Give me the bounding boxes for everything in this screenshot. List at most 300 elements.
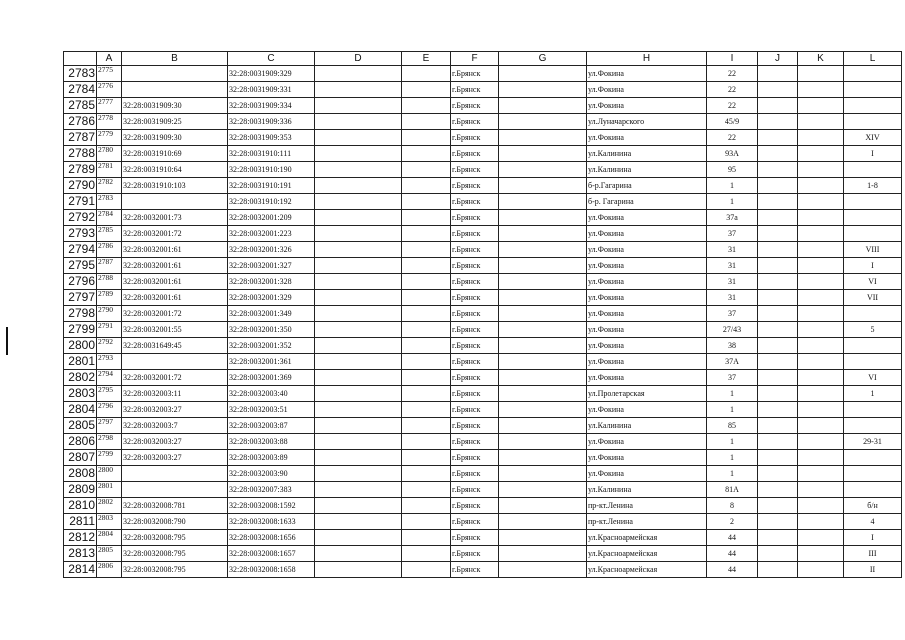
cell-b[interactable]: 32:28:0032001:61 [122,258,228,274]
cell-b[interactable]: 32:28:0031910:64 [122,162,228,178]
cell-e[interactable] [402,386,451,402]
cell-g[interactable] [499,194,587,210]
cell-b[interactable]: 32:28:0032008:795 [122,562,228,578]
cell-d[interactable] [315,146,402,162]
row-number[interactable]: 2786 [64,114,97,130]
cell-a[interactable]: 2786 [97,242,122,258]
cell-b[interactable]: 32:28:0031909:30 [122,98,228,114]
cell-l[interactable] [844,82,902,98]
cell-i[interactable]: 81А [707,482,758,498]
cell-c[interactable]: 32:28:0032001:327 [228,258,315,274]
cell-d[interactable] [315,546,402,562]
cell-l[interactable]: II [844,562,902,578]
cell-l[interactable]: 4 [844,514,902,530]
cell-a[interactable]: 2785 [97,226,122,242]
row-number[interactable]: 2800 [64,338,97,354]
cell-c[interactable]: 32:28:0032008:1592 [228,498,315,514]
row-number[interactable]: 2792 [64,210,97,226]
cell-k[interactable] [798,130,844,146]
cell-k[interactable] [798,418,844,434]
cell-l[interactable]: I [844,530,902,546]
cell-j[interactable] [758,194,798,210]
cell-c[interactable]: 32:28:0032001:349 [228,306,315,322]
cell-d[interactable] [315,306,402,322]
row-number[interactable]: 2811 [64,514,97,530]
cell-e[interactable] [402,498,451,514]
cell-c[interactable]: 32:28:0032001:209 [228,210,315,226]
cell-d[interactable] [315,530,402,546]
cell-e[interactable] [402,482,451,498]
column-header-l[interactable]: L [844,52,902,66]
cell-b[interactable]: 32:28:0031909:30 [122,130,228,146]
cell-e[interactable] [402,210,451,226]
cell-j[interactable] [758,258,798,274]
cell-i[interactable]: 1 [707,466,758,482]
cell-k[interactable] [798,194,844,210]
cell-f[interactable]: г.Брянск [451,370,499,386]
cell-a[interactable]: 2790 [97,306,122,322]
cell-i[interactable]: 93А [707,146,758,162]
cell-g[interactable] [499,418,587,434]
cell-h[interactable]: ул.Фокина [587,274,707,290]
cell-f[interactable]: г.Брянск [451,98,499,114]
cell-f[interactable]: г.Брянск [451,258,499,274]
cell-c[interactable]: 32:28:0032008:1656 [228,530,315,546]
cell-a[interactable]: 2799 [97,450,122,466]
cell-l[interactable]: 1-8 [844,178,902,194]
cell-c[interactable]: 32:28:0031910:111 [228,146,315,162]
cell-i[interactable]: 1 [707,386,758,402]
cell-a[interactable]: 2782 [97,178,122,194]
cell-a[interactable]: 2788 [97,274,122,290]
cell-c[interactable]: 32:28:0031909:331 [228,82,315,98]
cell-g[interactable] [499,530,587,546]
cell-d[interactable] [315,562,402,578]
cell-g[interactable] [499,434,587,450]
cell-e[interactable] [402,114,451,130]
cell-b[interactable]: 32:28:0031909:25 [122,114,228,130]
row-number[interactable]: 2799 [64,322,97,338]
cell-e[interactable] [402,274,451,290]
cell-h[interactable]: ул.Калинина [587,146,707,162]
cell-c[interactable]: 32:28:0032003:89 [228,450,315,466]
cell-j[interactable] [758,98,798,114]
cell-h[interactable]: б-р.Гагарина [587,178,707,194]
cell-d[interactable] [315,386,402,402]
cell-e[interactable] [402,466,451,482]
cell-h[interactable]: ул.Калинина [587,418,707,434]
row-number[interactable]: 2806 [64,434,97,450]
cell-b[interactable]: 32:28:0032008:795 [122,546,228,562]
column-header-f[interactable]: F [451,52,499,66]
cell-l[interactable]: VIII [844,242,902,258]
cell-g[interactable] [499,450,587,466]
cell-f[interactable]: г.Брянск [451,146,499,162]
cell-l[interactable] [844,402,902,418]
cell-e[interactable] [402,66,451,82]
cell-a[interactable]: 2795 [97,386,122,402]
cell-i[interactable]: 31 [707,258,758,274]
cell-g[interactable] [499,226,587,242]
cell-l[interactable] [844,98,902,114]
cell-b[interactable] [122,82,228,98]
cell-k[interactable] [798,226,844,242]
cell-i[interactable]: 31 [707,290,758,306]
column-header-j[interactable]: J [758,52,798,66]
cell-i[interactable]: 22 [707,82,758,98]
cell-k[interactable] [798,498,844,514]
cell-f[interactable]: г.Брянск [451,130,499,146]
cell-j[interactable] [758,162,798,178]
cell-d[interactable] [315,226,402,242]
cell-d[interactable] [315,114,402,130]
cell-f[interactable]: г.Брянск [451,194,499,210]
cell-h[interactable]: ул.Фокина [587,402,707,418]
cell-c[interactable]: 32:28:0032007:383 [228,482,315,498]
cell-d[interactable] [315,338,402,354]
cell-f[interactable]: г.Брянск [451,402,499,418]
cell-k[interactable] [798,562,844,578]
cell-i[interactable]: 37 [707,226,758,242]
cell-b[interactable]: 32:28:0032008:781 [122,498,228,514]
cell-h[interactable]: пр-кт.Ленина [587,498,707,514]
cell-d[interactable] [315,98,402,114]
cell-k[interactable] [798,98,844,114]
cell-d[interactable] [315,162,402,178]
cell-e[interactable] [402,514,451,530]
cell-a[interactable]: 2779 [97,130,122,146]
cell-k[interactable] [798,258,844,274]
cell-d[interactable] [315,290,402,306]
cell-i[interactable]: 31 [707,242,758,258]
row-number[interactable]: 2783 [64,66,97,82]
cell-l[interactable]: I [844,146,902,162]
cell-i[interactable]: 1 [707,194,758,210]
cell-e[interactable] [402,450,451,466]
cell-a[interactable]: 2778 [97,114,122,130]
cell-h[interactable]: ул.Луначарского [587,114,707,130]
cell-f[interactable]: г.Брянск [451,530,499,546]
cell-k[interactable] [798,386,844,402]
column-header-a[interactable]: A [97,52,122,66]
cell-d[interactable] [315,258,402,274]
cell-j[interactable] [758,210,798,226]
cell-e[interactable] [402,370,451,386]
cell-c[interactable]: 32:28:0031909:329 [228,66,315,82]
cell-j[interactable] [758,66,798,82]
cell-j[interactable] [758,178,798,194]
cell-i[interactable]: 38 [707,338,758,354]
cell-g[interactable] [499,562,587,578]
cell-i[interactable]: 37а [707,210,758,226]
cell-c[interactable]: 32:28:0032003:40 [228,386,315,402]
cell-i[interactable]: 1 [707,402,758,418]
column-header-h[interactable]: H [587,52,707,66]
cell-a[interactable]: 2794 [97,370,122,386]
cell-g[interactable] [499,546,587,562]
cell-d[interactable] [315,450,402,466]
cell-l[interactable] [844,306,902,322]
cell-i[interactable]: 44 [707,562,758,578]
cell-j[interactable] [758,402,798,418]
cell-d[interactable] [315,210,402,226]
cell-f[interactable]: г.Брянск [451,562,499,578]
cell-e[interactable] [402,242,451,258]
cell-f[interactable]: г.Брянск [451,210,499,226]
cell-f[interactable]: г.Брянск [451,66,499,82]
cell-j[interactable] [758,146,798,162]
cell-g[interactable] [499,498,587,514]
cell-a[interactable]: 2805 [97,546,122,562]
cell-e[interactable] [402,146,451,162]
cell-c[interactable]: 32:28:0032003:90 [228,466,315,482]
cell-j[interactable] [758,530,798,546]
cell-i[interactable]: 1 [707,450,758,466]
cell-f[interactable]: г.Брянск [451,162,499,178]
cell-e[interactable] [402,98,451,114]
cell-g[interactable] [499,98,587,114]
cell-c[interactable]: 32:28:0031909:353 [228,130,315,146]
cell-a[interactable]: 2784 [97,210,122,226]
row-number[interactable]: 2804 [64,402,97,418]
cell-e[interactable] [402,338,451,354]
cell-g[interactable] [499,258,587,274]
cell-d[interactable] [315,194,402,210]
row-number[interactable]: 2797 [64,290,97,306]
cell-h[interactable]: ул.Фокина [587,450,707,466]
cell-g[interactable] [499,402,587,418]
cell-c[interactable]: 32:28:0032001:329 [228,290,315,306]
cell-e[interactable] [402,306,451,322]
cell-h[interactable]: ул.Фокина [587,322,707,338]
cell-c[interactable]: 32:28:0032008:1658 [228,562,315,578]
cell-a[interactable]: 2802 [97,498,122,514]
cell-g[interactable] [499,322,587,338]
cell-e[interactable] [402,546,451,562]
cell-b[interactable]: 32:28:0032003:27 [122,402,228,418]
column-header-d[interactable]: D [315,52,402,66]
cell-g[interactable] [499,130,587,146]
cell-h[interactable]: ул.Фокина [587,290,707,306]
cell-h[interactable]: ул.Фокина [587,226,707,242]
cell-b[interactable]: 32:28:0032003:11 [122,386,228,402]
row-number[interactable]: 2795 [64,258,97,274]
cell-h[interactable]: ул.Красноармейская [587,530,707,546]
cell-f[interactable]: г.Брянск [451,354,499,370]
cell-b[interactable]: 32:28:0032003:7 [122,418,228,434]
cell-k[interactable] [798,482,844,498]
cell-d[interactable] [315,402,402,418]
row-number[interactable]: 2810 [64,498,97,514]
cell-j[interactable] [758,338,798,354]
row-number[interactable]: 2803 [64,386,97,402]
cell-h[interactable]: ул.Фокина [587,130,707,146]
cell-l[interactable]: 5 [844,322,902,338]
cell-f[interactable]: г.Брянск [451,386,499,402]
cell-d[interactable] [315,418,402,434]
cell-e[interactable] [402,418,451,434]
cell-h[interactable]: ул.Фокина [587,466,707,482]
cell-l[interactable] [844,194,902,210]
cell-c[interactable]: 32:28:0031910:191 [228,178,315,194]
cell-f[interactable]: г.Брянск [451,114,499,130]
cell-e[interactable] [402,178,451,194]
cell-k[interactable] [798,434,844,450]
row-number[interactable]: 2808 [64,466,97,482]
cell-g[interactable] [499,114,587,130]
cell-k[interactable] [798,370,844,386]
cell-g[interactable] [499,210,587,226]
cell-l[interactable] [844,66,902,82]
row-number[interactable]: 2796 [64,274,97,290]
cell-i[interactable]: 22 [707,98,758,114]
cell-i[interactable]: 27/43 [707,322,758,338]
cell-f[interactable]: г.Брянск [451,178,499,194]
cell-k[interactable] [798,466,844,482]
cell-b[interactable]: 32:28:0032003:27 [122,450,228,466]
cell-f[interactable]: г.Брянск [451,434,499,450]
cell-g[interactable] [499,274,587,290]
cell-a[interactable]: 2797 [97,418,122,434]
cell-c[interactable]: 32:28:0032001:361 [228,354,315,370]
column-header-i[interactable]: I [707,52,758,66]
cell-b[interactable]: 32:28:0032001:61 [122,290,228,306]
row-number[interactable]: 2802 [64,370,97,386]
cell-e[interactable] [402,258,451,274]
cell-l[interactable]: VI [844,274,902,290]
cell-b[interactable]: 32:28:0032001:72 [122,306,228,322]
cell-k[interactable] [798,66,844,82]
cell-j[interactable] [758,114,798,130]
cell-k[interactable] [798,290,844,306]
cell-g[interactable] [499,82,587,98]
cell-g[interactable] [499,466,587,482]
cell-l[interactable] [844,418,902,434]
cell-i[interactable]: 44 [707,546,758,562]
cell-a[interactable]: 2804 [97,530,122,546]
cell-j[interactable] [758,354,798,370]
cell-i[interactable]: 37 [707,306,758,322]
cell-h[interactable]: ул.Фокина [587,434,707,450]
cell-c[interactable]: 32:28:0032003:51 [228,402,315,418]
row-number[interactable]: 2812 [64,530,97,546]
cell-l[interactable] [844,338,902,354]
cell-d[interactable] [315,130,402,146]
cell-h[interactable]: ул.Фокина [587,82,707,98]
cell-a[interactable]: 2798 [97,434,122,450]
cell-a[interactable]: 2776 [97,82,122,98]
cell-h[interactable]: ул.Фокина [587,66,707,82]
cell-a[interactable]: 2783 [97,194,122,210]
row-number[interactable]: 2793 [64,226,97,242]
cell-e[interactable] [402,290,451,306]
cell-j[interactable] [758,482,798,498]
cell-c[interactable]: 32:28:0032003:87 [228,418,315,434]
cell-l[interactable]: VI [844,370,902,386]
cell-i[interactable]: 8 [707,498,758,514]
cell-b[interactable]: 32:28:0031910:69 [122,146,228,162]
column-header-e[interactable]: E [402,52,451,66]
cell-g[interactable] [499,514,587,530]
cell-b[interactable]: 32:28:0032008:790 [122,514,228,530]
cell-c[interactable]: 32:28:0031910:190 [228,162,315,178]
cell-c[interactable]: 32:28:0032008:1657 [228,546,315,562]
row-number[interactable]: 2794 [64,242,97,258]
cell-h[interactable]: ул.Калинина [587,482,707,498]
row-number[interactable]: 2788 [64,146,97,162]
cell-j[interactable] [758,418,798,434]
cell-l[interactable]: XIV [844,130,902,146]
cell-f[interactable]: г.Брянск [451,498,499,514]
cell-d[interactable] [315,434,402,450]
cell-l[interactable] [844,210,902,226]
cell-i[interactable]: 1 [707,434,758,450]
cell-f[interactable]: г.Брянск [451,482,499,498]
cell-l[interactable] [844,114,902,130]
cell-i[interactable]: 22 [707,66,758,82]
cell-a[interactable]: 2787 [97,258,122,274]
cell-d[interactable] [315,354,402,370]
cell-g[interactable] [499,242,587,258]
cell-a[interactable]: 2793 [97,354,122,370]
cell-c[interactable]: 32:28:0032001:350 [228,322,315,338]
cell-l[interactable] [844,354,902,370]
cell-h[interactable]: ул.Фокина [587,338,707,354]
cell-d[interactable] [315,322,402,338]
cell-k[interactable] [798,546,844,562]
cell-b[interactable]: 32:28:0032003:27 [122,434,228,450]
cell-j[interactable] [758,226,798,242]
cell-k[interactable] [798,306,844,322]
corner-header[interactable] [64,52,97,66]
cell-a[interactable]: 2801 [97,482,122,498]
cell-k[interactable] [798,242,844,258]
cell-j[interactable] [758,130,798,146]
cell-i[interactable]: 95 [707,162,758,178]
cell-e[interactable] [402,562,451,578]
cell-a[interactable]: 2775 [97,66,122,82]
cell-f[interactable]: г.Брянск [451,514,499,530]
cell-d[interactable] [315,274,402,290]
column-header-b[interactable]: B [122,52,228,66]
cell-k[interactable] [798,274,844,290]
row-number[interactable]: 2813 [64,546,97,562]
cell-g[interactable] [499,178,587,194]
cell-f[interactable]: г.Брянск [451,450,499,466]
cell-f[interactable]: г.Брянск [451,226,499,242]
cell-e[interactable] [402,530,451,546]
cell-e[interactable] [402,194,451,210]
cell-b[interactable]: 32:28:0032001:72 [122,370,228,386]
cell-l[interactable]: VII [844,290,902,306]
cell-a[interactable]: 2803 [97,514,122,530]
cell-j[interactable] [758,274,798,290]
cell-b[interactable] [122,66,228,82]
cell-l[interactable] [844,466,902,482]
cell-g[interactable] [499,290,587,306]
cell-j[interactable] [758,306,798,322]
cell-f[interactable]: г.Брянск [451,546,499,562]
cell-f[interactable]: г.Брянск [451,466,499,482]
cell-f[interactable]: г.Брянск [451,290,499,306]
cell-h[interactable]: ул.Фокина [587,354,707,370]
cell-l[interactable] [844,162,902,178]
cell-g[interactable] [499,482,587,498]
cell-h[interactable]: ул.Фокина [587,258,707,274]
cell-b[interactable]: 32:28:0031649:45 [122,338,228,354]
cell-g[interactable] [499,162,587,178]
row-number[interactable]: 2807 [64,450,97,466]
